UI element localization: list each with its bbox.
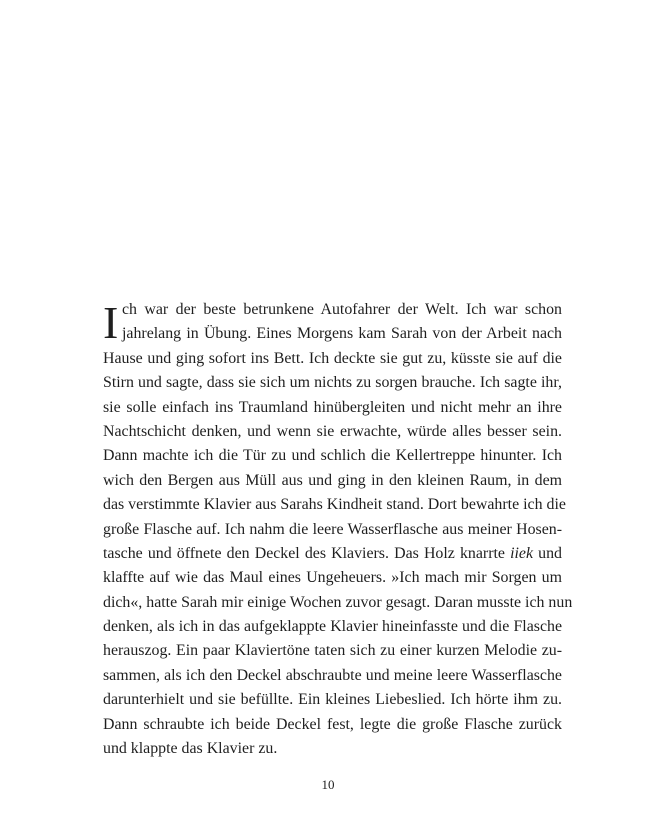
text-line: klaffte auf wie das Maul eines Ungeheuers. »Ich mach mir Sorgen um <box>103 569 562 587</box>
text-line-with-emphasis <box>103 542 562 566</box>
text-segment: tasche und öffnete den Deckel des Klaviers. Das Holz knarrte <box>103 544 511 562</box>
body-paragraph <box>103 297 573 761</box>
drop-cap: I <box>103 297 119 348</box>
text-line: und klappte das Klavier zu. <box>103 740 278 758</box>
text-line: jahrelang in Übung. Eines Morgens kam Sarah von der Arbeit nach <box>122 325 562 343</box>
text-line: herauszog. Ein paar Klaviertöne taten sich zu einer kurzen Melodie zu- <box>103 642 562 660</box>
text-line: Nachtschicht denken, und wenn sie erwachte, würde alles besser sein. <box>103 422 562 440</box>
text-line: darunterhielt und sie befüllte. Ein kleines Liebeslied. Ich hörte ihm zu. <box>103 691 562 709</box>
emphasized-word: iiek <box>510 544 534 562</box>
text-line: Stirn und sagte, dass sie sich um nichts zu sorgen brauche. Ich sagte ihr, <box>103 374 562 392</box>
text-line: sammen, als ich den Deckel abschraubte und meine leere Wasserflasche <box>103 666 562 684</box>
text-line: Dann machte ich die Tür zu und schlich die Kellertreppe hinunter. Ich <box>103 447 562 465</box>
text-line: große Flasche auf. Ich nahm die leere Wasserflasche aus meiner Hosen- <box>103 520 562 538</box>
text-line: Dann schraubte ich beide Deckel fest, legte die große Flasche zurück <box>103 715 562 733</box>
text-line: ch war der beste betrunkene Autofahrer der Welt. Ich war schon <box>122 301 562 318</box>
text-line: wich den Bergen aus Müll aus und ging in den kleinen Raum, in dem <box>103 471 562 489</box>
text-segment: und <box>533 544 562 562</box>
text-line: das verstimmte Klavier aus Sarahs Kindheit stand. Dort bewahrte ich die <box>103 496 566 514</box>
text-line: sie solle einfach ins Traumland hinübergleiten und nicht mehr an ihre <box>103 398 562 416</box>
text-line: Hause und ging sofort ins Bett. Ich deckte sie gut zu, küsste sie auf die <box>103 349 562 367</box>
page-number: 10 <box>321 777 335 792</box>
text-line: dich«, hatte Sarah mir einige Wochen zuvor gesagt. Daran musste ich nun <box>103 593 573 611</box>
text-line: denken, als ich in das aufgeklappte Klavier hineinfasste und die Flasche <box>103 618 562 636</box>
